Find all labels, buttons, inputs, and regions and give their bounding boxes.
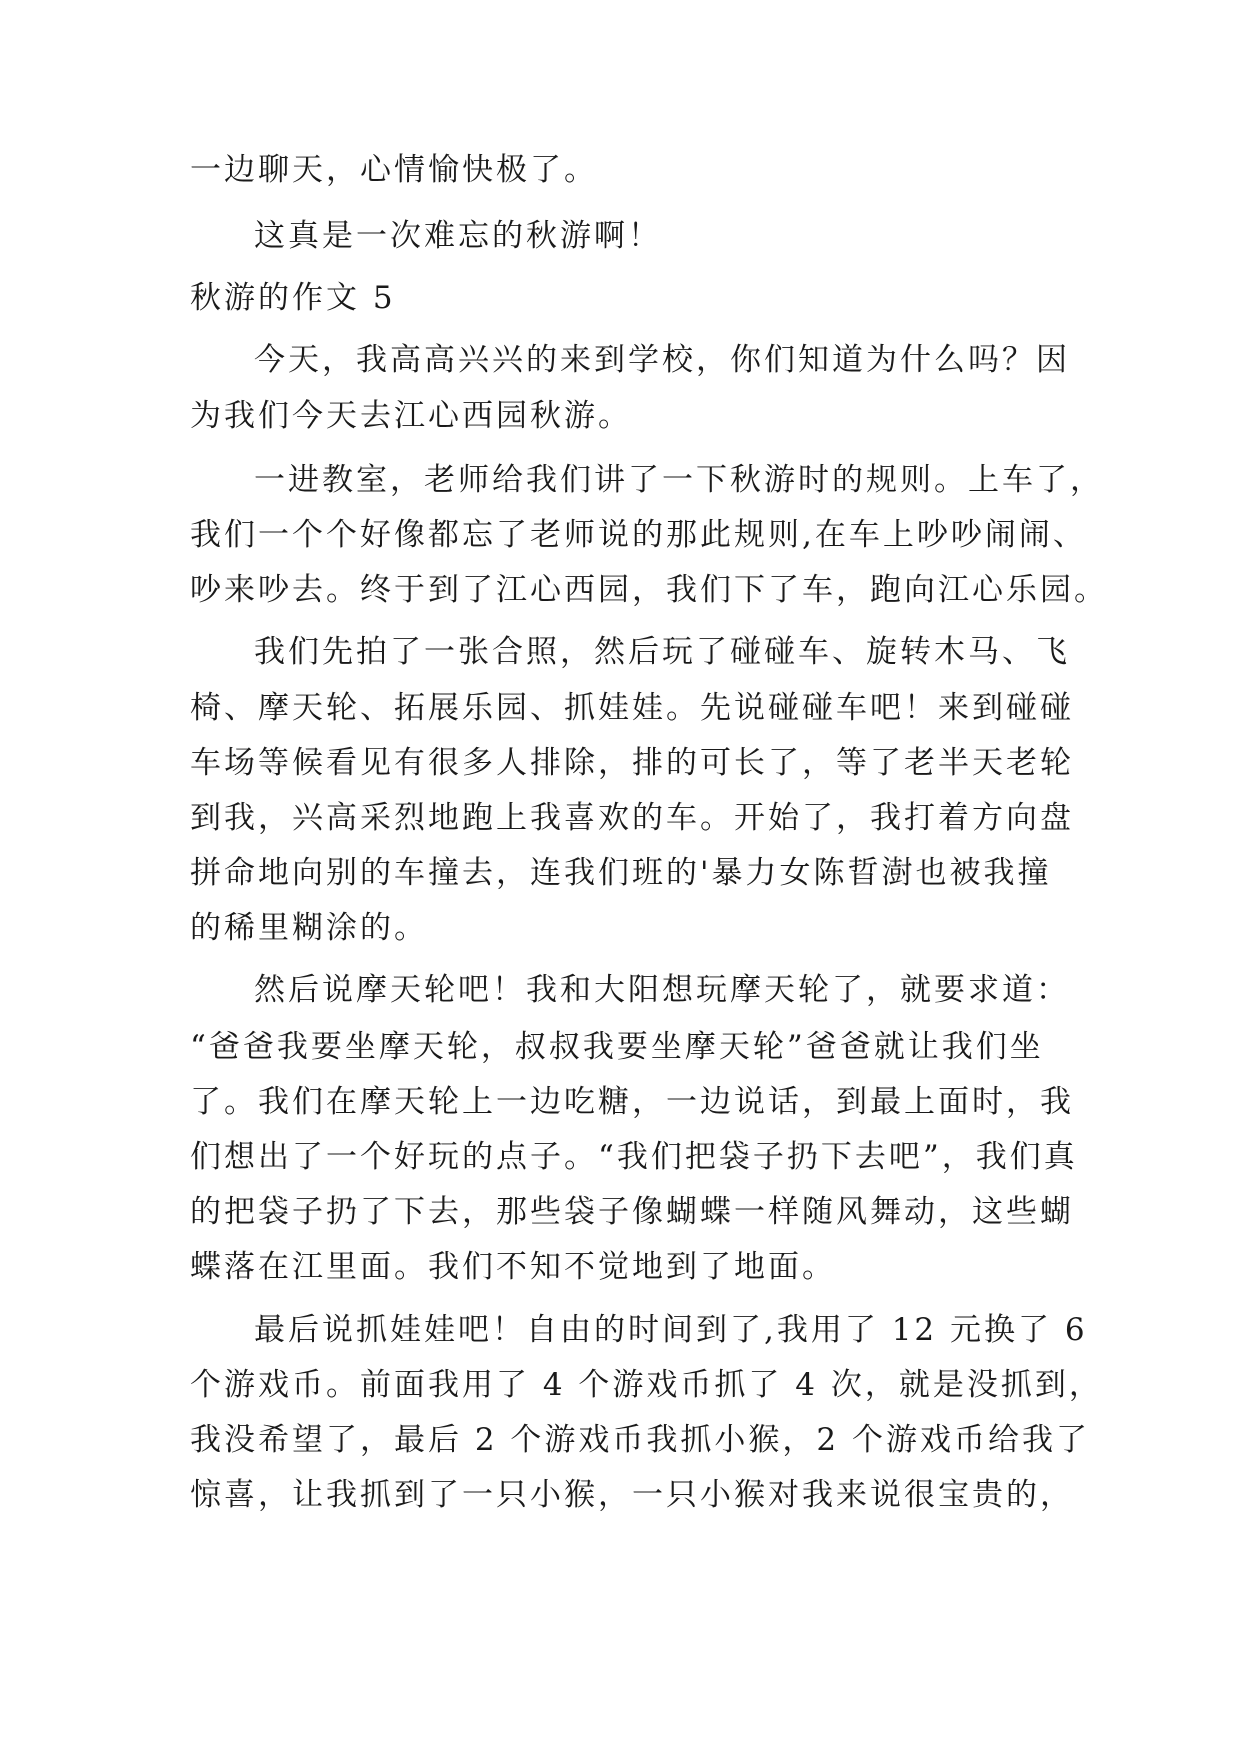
text-line: 为我们今天去江心西园秋游。 bbox=[190, 398, 632, 434]
text-line: 到我，兴高采烈地跑上我喜欢的车。开始了，我打着方向盘 bbox=[190, 800, 1074, 836]
text-line: 个游戏币。前面我用了 4 个游戏币抓了 4 次，就是没抓到， bbox=[190, 1367, 1103, 1403]
text-line: 一边聊天，心情愉快极了。 bbox=[190, 152, 598, 188]
section-heading: 秋游的作文 5 bbox=[190, 280, 396, 316]
text-line: 蝶落在江里面。我们不知不觉地到了地面。 bbox=[190, 1249, 836, 1285]
text-line: 这真是一次难忘的秋游啊！ bbox=[254, 218, 662, 254]
text-line: 然后说摩天轮吧！我和大阳想玩摩天轮了，就要求道： bbox=[254, 972, 1070, 1008]
text-line: 拼命地向别的车撞去，连我们班的'暴力女陈晢澍也被我撞 bbox=[190, 855, 1052, 891]
text-line: 车场等候看见有很多人排除，排的可长了，等了老半天老轮 bbox=[190, 745, 1074, 781]
text-line: 一进教室，老师给我们讲了一下秋游时的规则。上车了， bbox=[254, 462, 1104, 498]
text-line: 我们一个个好像都忘了老师说的那此规则,在车上吵吵闹闹、 bbox=[190, 517, 1087, 553]
text-line: 今天，我高高兴兴的来到学校，你们知道为什么吗？因 bbox=[254, 342, 1070, 378]
text-line: 吵来吵去。终于到了江心西园，我们下了车，跑向江心乐园。 bbox=[190, 572, 1108, 608]
text-line: 们想出了一个好玩的点子。“我们把袋子扔下去吧”，我们真 bbox=[190, 1139, 1078, 1175]
text-line: 最后说抓娃娃吧！自由的时间到了,我用了 12 元换了 6 bbox=[254, 1312, 1088, 1348]
text-line: 了。我们在摩天轮上一边吃糖，一边说话，到最上面时，我 bbox=[190, 1084, 1074, 1120]
text-line: 我们先拍了一张合照，然后玩了碰碰车、旋转木马、飞 bbox=[254, 634, 1070, 670]
text-line: 惊喜，让我抓到了一只小猴，一只小猴对我来说很宝贵的， bbox=[190, 1477, 1074, 1513]
text-line: 我没希望了，最后 2 个游戏币我抓小猴，2 个游戏币给我了 bbox=[190, 1422, 1091, 1458]
text-line: 的把袋子扔了下去，那些袋子像蝴蝶一样随风舞动，这些蝴 bbox=[190, 1194, 1074, 1230]
text-line: 的稀里糊涂的。 bbox=[190, 910, 428, 946]
text-line: “爸爸我要坐摩天轮，叔叔我要坐摩天轮”爸爸就让我们坐 bbox=[190, 1029, 1044, 1065]
text-line: 椅、摩天轮、拓展乐园、抓娃娃。先说碰碰车吧！来到碰碰 bbox=[190, 690, 1074, 726]
